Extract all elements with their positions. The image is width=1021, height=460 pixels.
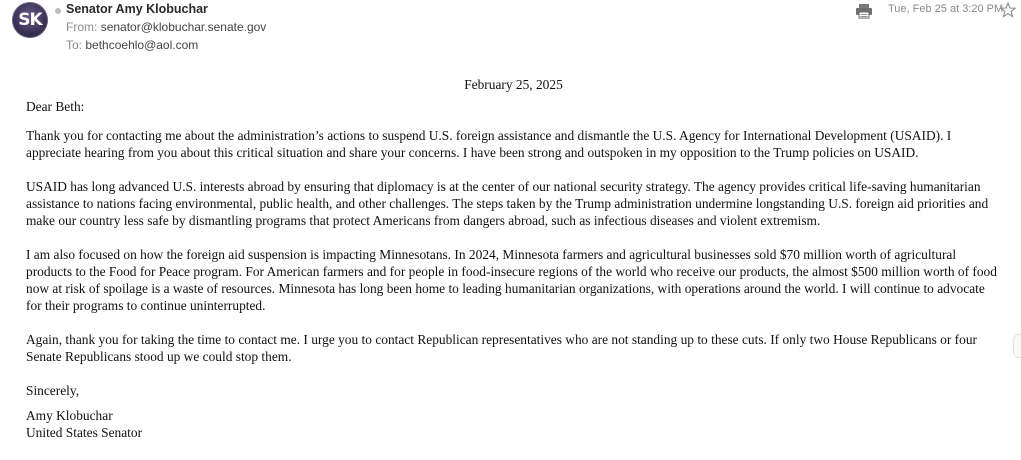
letter-greeting: Dear Beth: xyxy=(26,99,85,114)
status-dot xyxy=(55,8,61,14)
star-icon xyxy=(1000,2,1016,18)
letter-closing: Sincerely, xyxy=(26,383,80,398)
letter-body xyxy=(26,76,1001,441)
from-line xyxy=(66,20,266,34)
letter-paragraph: Thank you for contacting me about the administration’s actions to suspend U.S. foreign assistance and dismantle the U.S. Agency for International Development (USAID). I appreciate hearing from you about this critical situation and share your concerns. I have been strong and outspoken in my opposition to the Trump policies on USAID. xyxy=(26,128,952,160)
print-icon xyxy=(855,3,873,19)
to-label: To: xyxy=(66,38,83,52)
avatar-ring xyxy=(12,2,48,38)
to-line xyxy=(66,38,198,52)
sender-avatar[interactable] xyxy=(12,2,48,38)
email-datetime: Tue, Feb 25 at 3:20 PM xyxy=(888,3,1004,15)
from-label: From: xyxy=(66,20,98,34)
from-address[interactable]: senator@klobuchar.senate.gov xyxy=(100,20,267,34)
signature-title: United States Senator xyxy=(26,425,143,440)
signature-name: Amy Klobuchar xyxy=(26,408,113,423)
scroll-handle[interactable] xyxy=(1013,334,1021,358)
letter-date: February 25, 2025 xyxy=(464,77,563,92)
star-button[interactable] xyxy=(1000,2,1016,18)
avatar-initials: SK xyxy=(18,10,42,30)
letter-paragraph: Again, thank you for taking the time to contact me. I urge you to contact Republican representatives who are not standing up to these cuts. If only two House Republicans or four Senate Republicans stood up we could stop them. xyxy=(26,332,977,364)
to-address[interactable]: bethcoehlo@aol.com xyxy=(85,38,199,52)
sender-name[interactable]: Senator Amy Klobuchar xyxy=(66,2,208,16)
letter-paragraph: I am also focused on how the foreign aid suspension is impacting Minnesotans. In 2024, Minnesota farmers and agricultural businesses sold $70 million worth of agricultural products to the Food for Peace program. For American farmers and for people in food-insecure regions of the world who receive our products, the almost $500 million worth of food now at risk of spoilage is a waste of resources. Minnesota has long been home to leading humanitarian organizations, with operations around the world. I will continue to advocate for their programs to continue uninterrupted. xyxy=(26,247,997,313)
letter-paragraph: USAID has long advanced U.S. interests abroad by ensuring that diplomacy is at the center of our national security strategy. The agency provides critical life-saving humanitarian assistance to nations facing environmental, public health, and other challenges. The steps taken by the Trump administration undermine longstanding U.S. foreign aid priorities and make our country less safe by dismantling programs that protect Americans from dangers abroad, such as infectious diseases and violent extremism. xyxy=(26,179,989,228)
print-button[interactable] xyxy=(855,3,873,19)
